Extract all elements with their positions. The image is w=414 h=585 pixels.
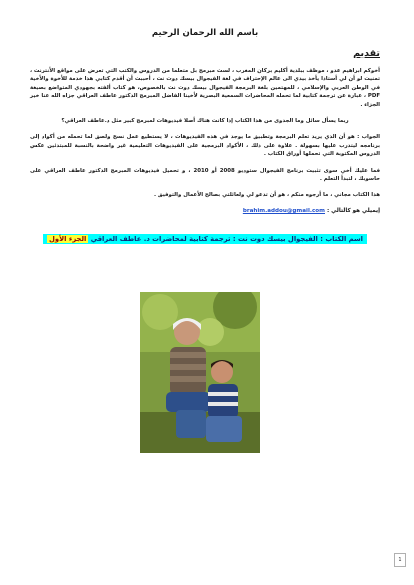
intro-paragraph: أخوكم ابراهيم عدو ، موظف ببلدية أكليم بركان المغرب ، لست مبرمج بل متعلما من الدروس والكتب التي تعرض على مواقع الأنترنت ، تمنيت لو أن لي أستاذا يأخذ بيدي الى عالم الإحتراف في لغة الفيجوال بيسك دوت نت ، أحببت أن أقدم كتابي هذا خدمة للأخوة والأخية في الوطن العربي والإسلامي ، للمهتمين بلغة البرمجة الفيجوال بيسك دوت نت بالخصوص، هو كتاب ألفته بجهودي المتواضع بصيغة PDF ، عبارة عن ترجمة كتابية لما تحمله المحاضرات السمعية البصرية لأخينا الفاضل المبرمج الدكتور عاطف العراقي جزاه الله عنا خير الجزاء . <box>30 68 380 108</box>
page-number: 1 <box>394 553 406 567</box>
author-photo-illustration <box>140 292 260 453</box>
author-photo <box>140 292 260 453</box>
question-paragraph: ربما يسأل سائل وما الجدوى من هذا الكتاب إذا كانت هناك أصلا فيديوهات لمبرمج كبير مثل د.عاطف العراقي؟ <box>61 118 349 125</box>
install-paragraph: فما عليك أخي سوى تثبيت برنامج الفيجوال ستوديو 2008 أو 2010 ، و تحميل فيديوهات المبرمج الدكتور عاطف العراقي على حاسوبك ، لتبدأ التعلم . <box>30 167 380 183</box>
basmala: باسم الله الرحمان الرحيم <box>151 28 259 38</box>
email-link[interactable]: brahim.addou@gmail.com <box>242 207 325 214</box>
book-title-highlight <box>43 234 367 244</box>
section-heading: تقديم <box>353 48 380 59</box>
book-title-text: اسم الكتاب : الفيجوال بيسك دوت نت : ترجمة كتابية لمحاضرات د. عاطف العراقي <box>90 234 364 243</box>
book-title <box>30 226 380 245</box>
answer-paragraph: الجواب : هو أن الذي يريد تعلم البرمجة وتطبيق ما يوجد في هذه الفيديوهات ، لا يستطيع عمل نسخ ولصق لما تحمله من أكواد إلى برنامجه ليتدرب عليها بسهولة . علاوة على ذلك ، الأكواد البرمجية على الفيديوهات التعليمية غير واضحة بالنسبة للمبتدئين عكس الدروس المكتوبة التي تحملها أوراق الكتاب . <box>30 134 380 158</box>
free-book-paragraph: هذا الكتاب مجاني ، ما أرجوه منكم ، هو أن تدعو لي ولعائلتي بصالح الأعمال والتوفيق . <box>154 192 380 199</box>
email-label: إيميلي هو كالتالي : <box>326 207 380 214</box>
book-title-part: الجزء الأول <box>48 234 87 243</box>
email-line <box>30 208 380 214</box>
